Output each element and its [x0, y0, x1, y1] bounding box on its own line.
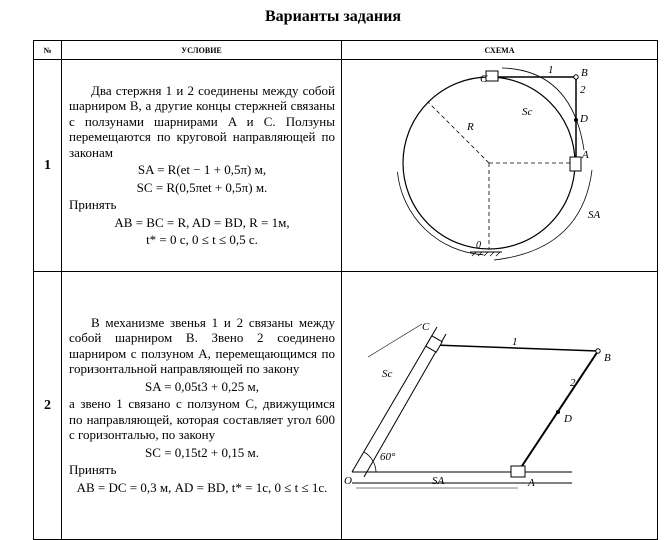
condition-text: В механизме звенья 1 и 2 связаны между собой шарниром B. Звено 2 соединено шарниром с ползуном A, перемещающимся по горизонтальной направляющей по закону [69, 314, 335, 377]
label-c: C [480, 73, 488, 85]
label-r: R [467, 121, 474, 133]
page-title: Варианты задания [265, 8, 401, 25]
condition-text: Два стержня 1 и 2 соединены между собой шарниром B, а другие концы стержней связаны с ползунами шарнирами A и C. Ползуны перемещаются по круговой направляющей по законам [69, 82, 335, 160]
label-1: 1 [548, 64, 554, 76]
table-row [34, 60, 658, 272]
table-row [34, 272, 658, 540]
label-b: B [581, 67, 588, 79]
formula: SA = 0,05t3 + 0,25 м, [145, 378, 259, 394]
label-sc: Sc [522, 106, 533, 118]
header-num: № [34, 41, 62, 60]
label-d: D [564, 413, 572, 425]
label-sa: SA [432, 475, 445, 487]
point-d [556, 410, 560, 414]
formula: SA = R(et − 1 + 0,5π) м, [137, 162, 267, 177]
condition-text: а звено 1 связано с ползуном C, движущимся по направляющей, которая составляет угол 600 с горизонталью, по закону [69, 396, 335, 443]
condition-cell [62, 60, 342, 272]
table-header-row [34, 41, 658, 60]
inclined-guide-edge [364, 334, 446, 477]
accept-label: Принять [69, 462, 117, 478]
row-number: 1 [34, 60, 62, 272]
label-angle: 60° [380, 451, 396, 463]
label-2: 2 [570, 377, 576, 389]
label-1: 1 [512, 336, 518, 348]
variants-table [33, 40, 658, 540]
label-d: D [580, 113, 588, 125]
label-a: A [528, 477, 535, 489]
radius-line [428, 102, 489, 163]
angle-arc [364, 452, 376, 472]
header-scheme: СХЕМА [342, 41, 658, 60]
slider-a [511, 466, 525, 477]
label-a: A [582, 149, 589, 161]
label-c: C [422, 321, 430, 333]
scheme-cell [342, 60, 658, 272]
given-values: AB = DC = 0,3 м, AD = BD, t* = 1c, 0 ≤ t ≤ 1c. [76, 479, 328, 495]
label-2: 2 [580, 84, 586, 96]
label-sc: Sc [382, 368, 393, 380]
header-condition: УСЛОВИЕ [62, 41, 342, 60]
slider-c [486, 71, 498, 81]
label-sa: SA [588, 209, 601, 221]
scheme-cell [342, 272, 658, 540]
formula: SC = R(0,5πet + 0,5π) м. [136, 179, 268, 195]
row-number: 2 [34, 272, 62, 540]
sc-dimension [368, 324, 422, 357]
condition-cell [62, 272, 342, 540]
joint-b [574, 75, 578, 79]
scheme-2-diagram [342, 272, 658, 534]
label-o: 0 [476, 240, 481, 251]
given-values: AB = BC = R, AD = BD, R = 1м, [114, 214, 290, 230]
scheme-1-diagram [342, 60, 658, 266]
label-b: B [604, 352, 611, 364]
slider-a [570, 157, 581, 171]
given-values: t* = 0 с, 0 ≤ t ≤ 0,5 с. [146, 232, 258, 247]
slider-c [426, 336, 442, 352]
label-o: O [344, 475, 352, 487]
joint-b [596, 349, 600, 353]
formula: SC = 0,15t2 + 0,15 м. [145, 444, 259, 460]
accept-label: Принять [69, 197, 117, 212]
